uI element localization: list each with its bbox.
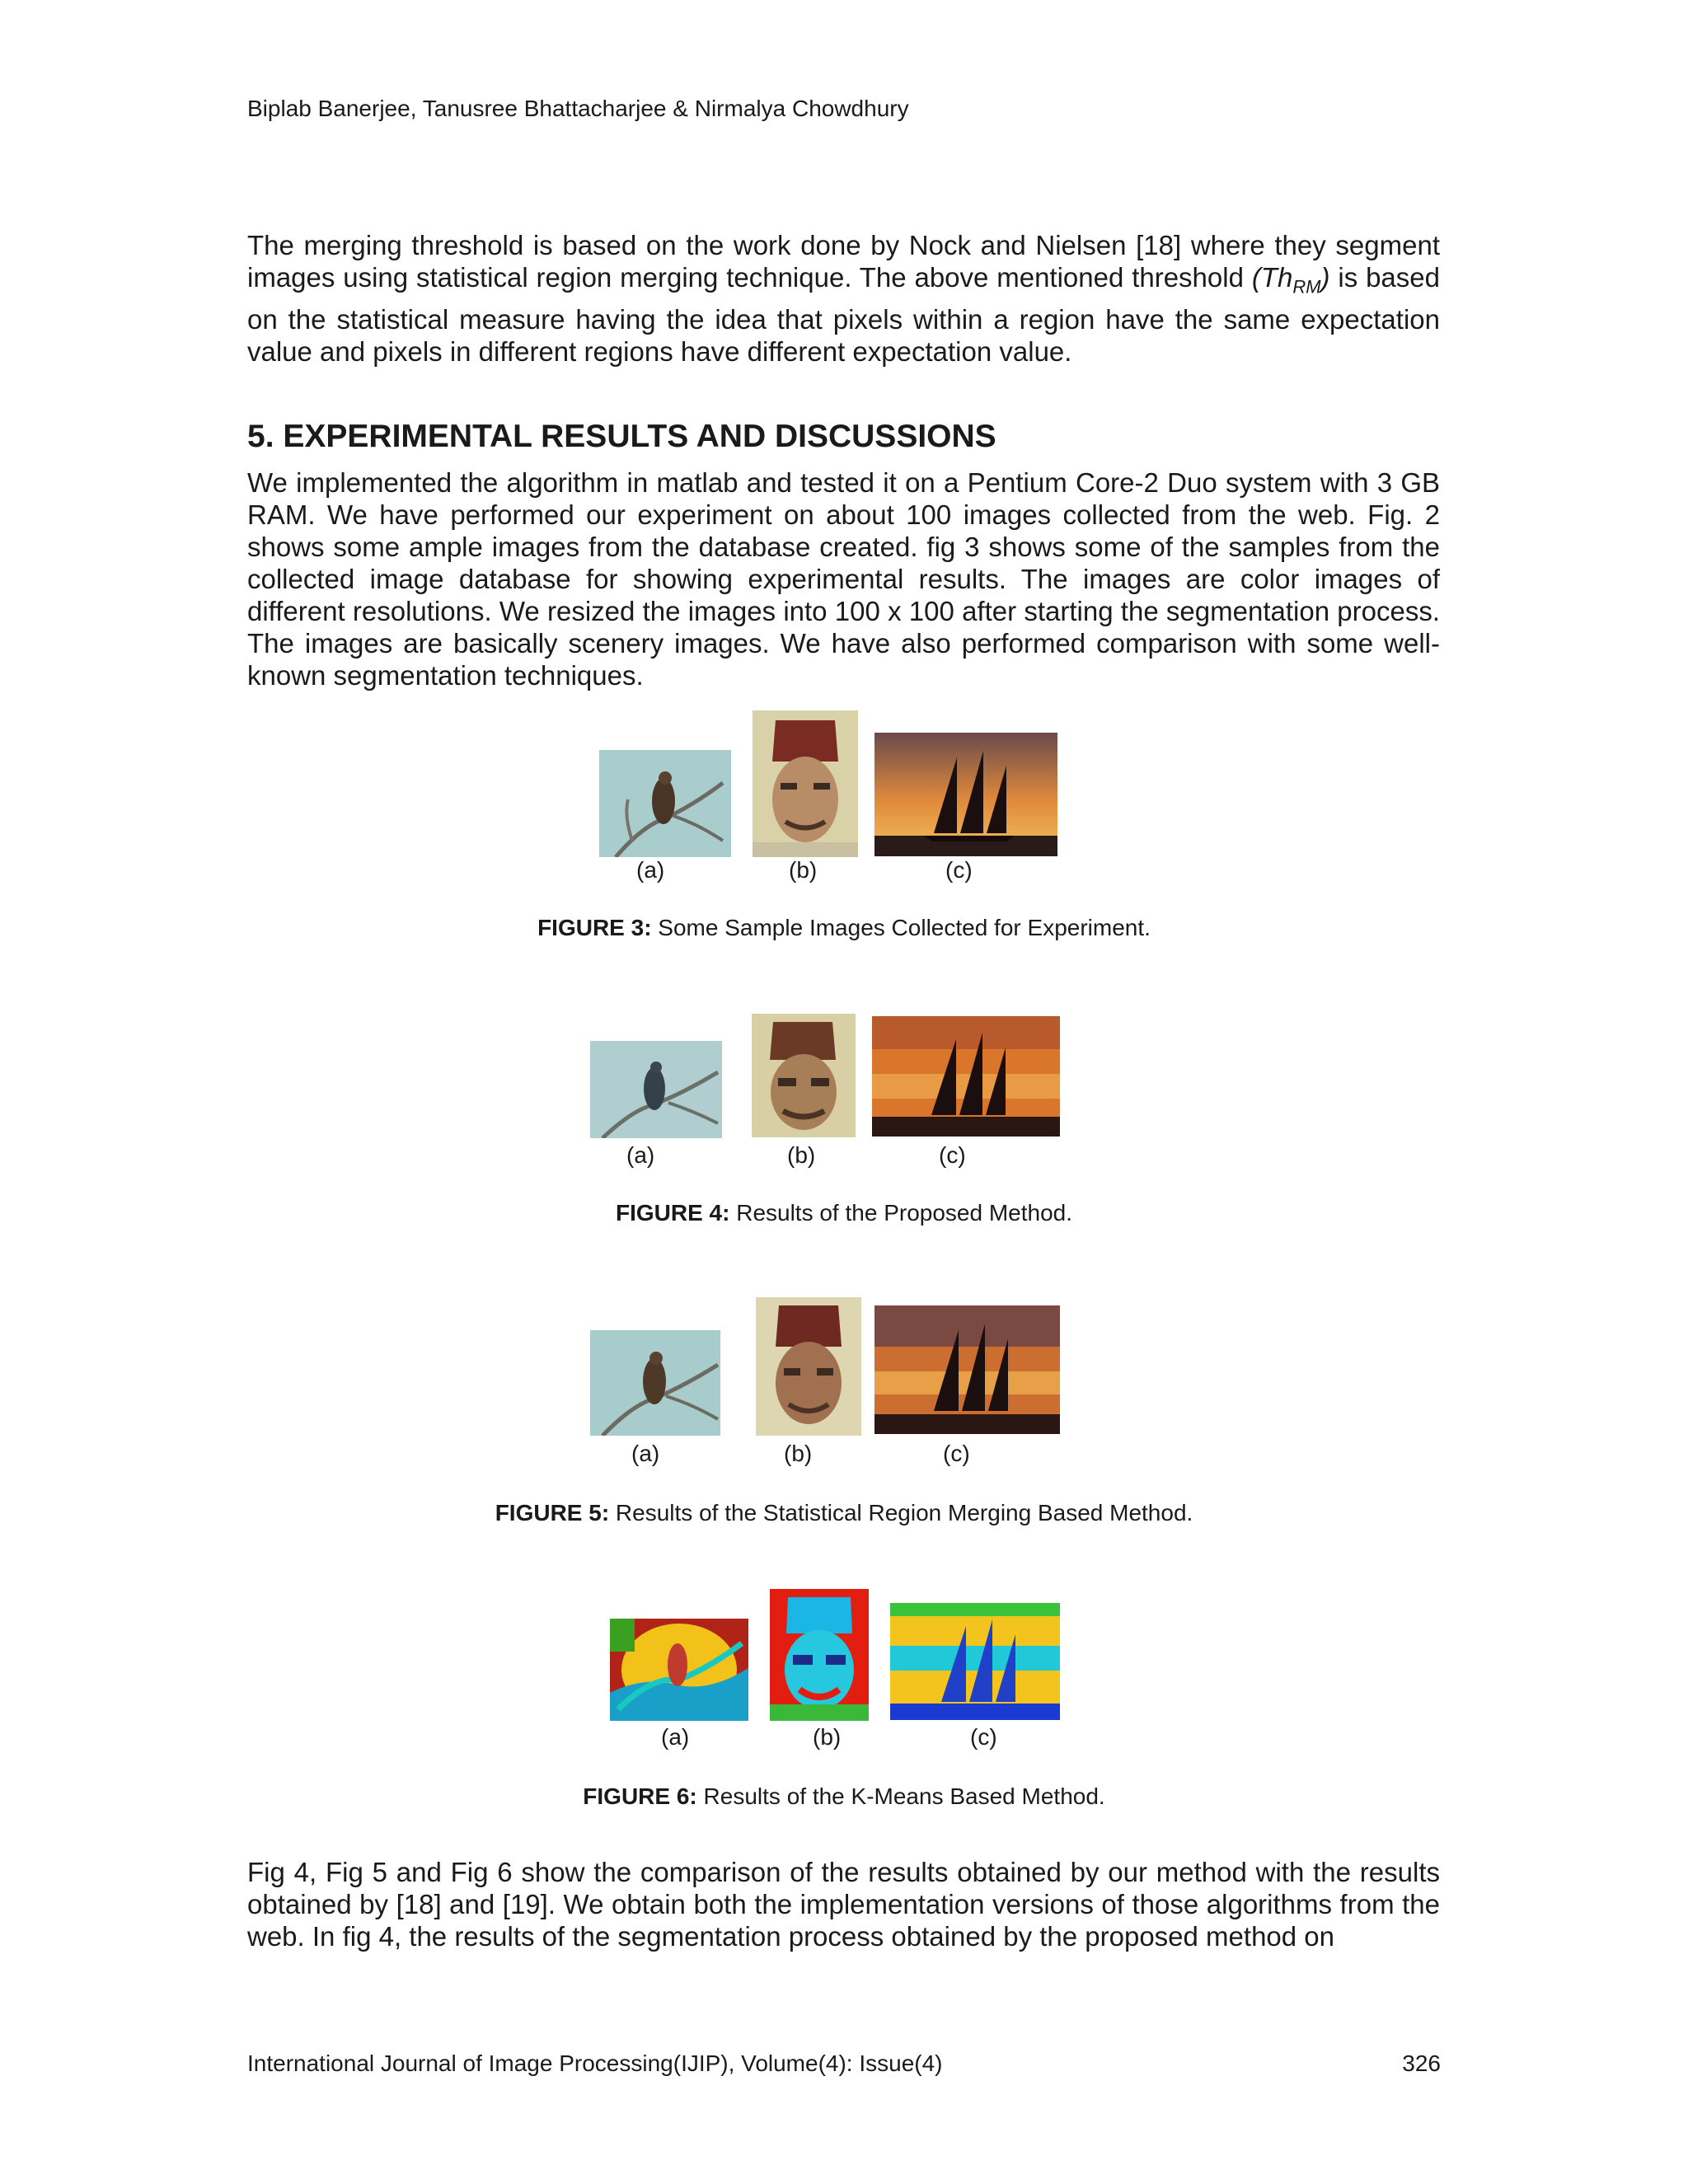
- fig3-sublabel-b: (b): [789, 857, 818, 883]
- fig6-image-a-bird: [610, 1619, 748, 1721]
- page-number: 326: [1402, 2050, 1441, 2076]
- fig3-sublabel-c: (c): [945, 857, 973, 883]
- journal-footer: International Journal of Image Processing(IJIP), Volume(4): Issue(4): [247, 2050, 943, 2076]
- fig5-sublabel-b: (b): [784, 1441, 813, 1466]
- figure-3-caption: FIGURE 3: Some Sample Images Collected for Experiment.: [537, 915, 1151, 940]
- paragraph-comparison: Fig 4, Fig 5 and Fig 6 show the comparison of the results obtained by our method with the results obtained by [18] and [19]. We obtain both the implementation versions of those algorithms from the web. In fig 4, the results of the segmentation process obtained by the proposed method on: [247, 1857, 1440, 1952]
- fig5-sublabel-c: (c): [943, 1441, 970, 1466]
- section-heading: 5. EXPERIMENTAL RESULTS AND DISCUSSIONS: [247, 419, 996, 454]
- fig6-image-c-ship: [890, 1603, 1060, 1720]
- figure-6-caption: FIGURE 6: Results of the K-Means Based Method.: [583, 1783, 1105, 1809]
- paragraph-experiment: We implemented the algorithm in matlab and tested it on a Pentium Core-2 Duo system with 3 GB RAM. We have performed our experiment on about 100 images collected from the web. Fig. 2 shows some ample images from the database created. fig 3 shows some of the samples from the collected image database for showing experimental results. The images are color images of different resolutions. We resized the images into 100 x 100 after starting the segmentation process. The images are basically scenery images. We have also performed comparison with some well-known segmentation techniques.: [247, 467, 1440, 691]
- fig4-sublabel-c: (c): [939, 1142, 966, 1168]
- figure-4-caption: FIGURE 4: Results of the Proposed Method.: [615, 1200, 1073, 1226]
- fig5-sublabel-a: (a): [631, 1441, 660, 1466]
- fig5-image-b-face: [756, 1297, 861, 1436]
- fig4-image-a-bird: [590, 1041, 722, 1138]
- fig5-image-a-bird: [590, 1330, 720, 1436]
- fig4-sublabel-b: (b): [787, 1142, 816, 1168]
- fig3-image-c-ship: [874, 733, 1057, 856]
- figure-5-caption: FIGURE 5: Results of the Statistical Region Merging Based Method.: [495, 1500, 1193, 1526]
- fig3-image-a-bird: [599, 750, 731, 857]
- threshold-symbol: $(Th_{RM})$: [1251, 262, 1330, 298]
- fig5-image-c-ship: [874, 1305, 1060, 1434]
- fig6-sublabel-a: (a): [661, 1724, 690, 1750]
- fig4-image-c-ship: [872, 1016, 1060, 1137]
- fig6-sublabel-c: (c): [970, 1724, 997, 1750]
- fig6-sublabel-b: (b): [813, 1724, 842, 1750]
- fig3-image-b-face: [753, 710, 858, 857]
- fig4-image-b-face: [752, 1014, 856, 1137]
- fig4-sublabel-a: (a): [626, 1142, 655, 1168]
- paragraph-threshold: The merging threshold is based on the work done by Nock and Nielsen [18] where they segment images using statistical region merging technique. The above mentioned threshold $(Th_{RM})$ is based on the statistical measure having the idea that pixels within a region have the same expectation value and pixels in different regions have different expectation value.: [247, 230, 1440, 367]
- fig3-sublabel-a: (a): [636, 857, 665, 883]
- fig6-image-b-face: [770, 1589, 869, 1721]
- running-header: Biplab Banerjee, Tanusree Bhattacharjee & Nirmalya Chowdhury: [247, 96, 909, 121]
